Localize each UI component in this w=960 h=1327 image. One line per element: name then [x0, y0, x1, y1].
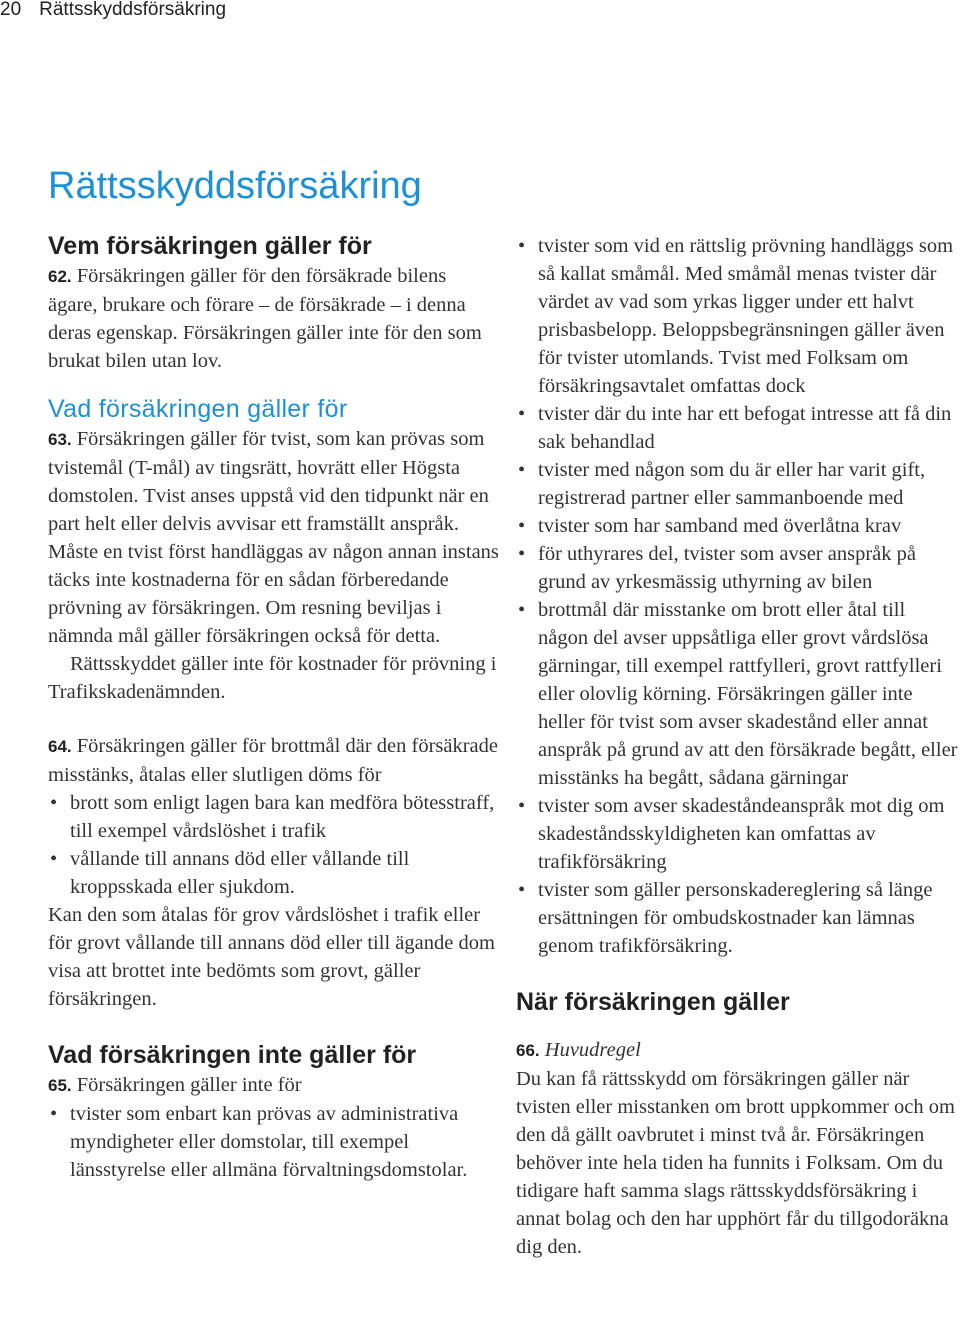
heading-what-covered: Vad försäkringen gäller för [48, 395, 348, 423]
paragraph-64 [48, 732, 500, 789]
list-item: • tvister där du inte har ett befogat intresse att få din sak behandlad [518, 403, 952, 453]
paragraph-63-text: Försäkringen gäller för tvist, som kan prövas som tvistemål (T-mål) av tingsrätt, hovrätt eller Högsta domstolen. Tvist anses uppstå vid den tidpunkt när en part helt eller delvis avvisar ett framställt anspråk. Måste en tvist först handläggas av någon annan instans täcks inte kostnaderna för en sådan förberedande prövning av försäkringen. Om resning beviljas i nämnda mål gäller försäkringen också för detta. [48, 428, 499, 647]
list-item: • tvister som gäller personskadereglering så länge ersättningen för ombudskostnader kan lämnas genom trafikförsäkring. [518, 879, 933, 957]
heading-who-insured: Vem försäkringen gäller för [48, 232, 372, 260]
page-number: 20 [0, 0, 22, 20]
running-head [0, 0, 226, 20]
clause-number-62: 62. [48, 267, 72, 286]
paragraph-66-heading [516, 1036, 960, 1065]
paragraph-65 [48, 1071, 500, 1100]
heading-not-covered: Vad försäkringen inte gäller för [48, 1041, 417, 1069]
page-title: Rättsskyddsförsäkring [48, 165, 422, 207]
right-column [516, 232, 960, 1261]
list-item: • brott som enligt lagen bara kan medföra bötesstraff, till exempel vårdslöshet i trafik [50, 792, 495, 842]
paragraph-62 [48, 262, 500, 375]
list-item: • vållande till annans död eller vållande till kroppsskada eller sjukdom. [50, 848, 410, 898]
list-item: • brottmål där misstanke om brott eller åtal till någon del avser uppsåtliga eller grovt vårdslösa gärningar, till exempel rattfylleri, grovt rattfylleri eller olovlig körning. Försäkringen gäller inte heller för tvist som avser skadestånd eller annat anspråk på grund av att den försäkrade begått, eller misstänks ha begått, sådana gärningar [518, 599, 958, 789]
paragraph-63-b: Rättsskyddet gäller inte för kostnader för prövning i Trafikskadenämnden. [48, 653, 497, 703]
clause-number-64: 64. [48, 737, 72, 756]
running-head-section: Rättsskyddsförsäkring [39, 0, 227, 20]
list-item: • tvister med någon som du är eller har varit gift, registrerad partner eller sammanboende med [518, 459, 926, 509]
exclusions-list [516, 232, 960, 960]
list-item: • tvister som har samband med överlåtna krav [518, 515, 902, 537]
paragraph-66: Du kan få rättsskydd om försäkringen gäller när tvisten eller misstanken om brott uppkommer och om den då gällt oavbrutet i minst två år. Försäkringen behöver inte hela tiden ha funnits i Folksam. Om du tidigare haft samma slags rättsskyddsförsäkring i annat bolag och den har upphört får du tillgodoräkna dig den. [516, 1068, 955, 1258]
list-item: • tvister som enbart kan prövas av administrativa myndigheter eller domstolar, till exempel länsstyrelse eller allmäna förvaltningsdomstolar. [50, 1103, 468, 1181]
clause-number-66: 66. [516, 1041, 540, 1060]
paragraph-63 [48, 425, 500, 650]
paragraph-65-bullets [48, 1100, 500, 1184]
paragraph-62-text: Försäkringen gäller för den försäkrade bilens ägare, brukare och förare – de försäkrade – i denna deras egenskap. Försäkringen gäller inte för den som brukat bilen utan lov. [48, 265, 482, 372]
paragraph-64-bullets [48, 789, 500, 901]
paragraph-65-text: Försäkringen gäller inte för [71, 1074, 302, 1096]
list-item: • tvister som avser skadeståndeanspråk mot dig om skadeståndsskyldigheten kan omfattas av trafikförsäkring [518, 795, 945, 873]
left-column [48, 230, 500, 1184]
paragraph-64-text: Försäkringen gäller för brottmål där den försäkrade misstänks, åtalas eller slutligen döms för [48, 735, 498, 786]
paragraph-64-b: Kan den som åtalas för grov vårdslöshet i trafik eller för grovt vållande till annans död eller till ägande dom visa att brottet inte bedömts som grovt, gäller försäkringen. [48, 904, 495, 1010]
list-item: • för uthyrares del, tvister som avser anspråk på grund av yrkesmässig uthyrning av bilen [518, 543, 916, 593]
paragraph-66-title: Huvudregel [544, 1039, 641, 1061]
list-item: • tvister som vid en rättslig prövning handläggs som så kallat småmål. Med småmål menas tvister där värdet av vad som yrkas ligger under ett halvt prisbasbelopp. Beloppsbegränsningen gäller även för tvister utomlands. Tvist med Folksam om försäkringsavtalet omfattas dock [518, 235, 954, 397]
clause-number-65: 65. [48, 1076, 72, 1095]
heading-when-covered: När försäkringen gäller [516, 988, 790, 1016]
clause-number-63: 63. [48, 430, 72, 449]
